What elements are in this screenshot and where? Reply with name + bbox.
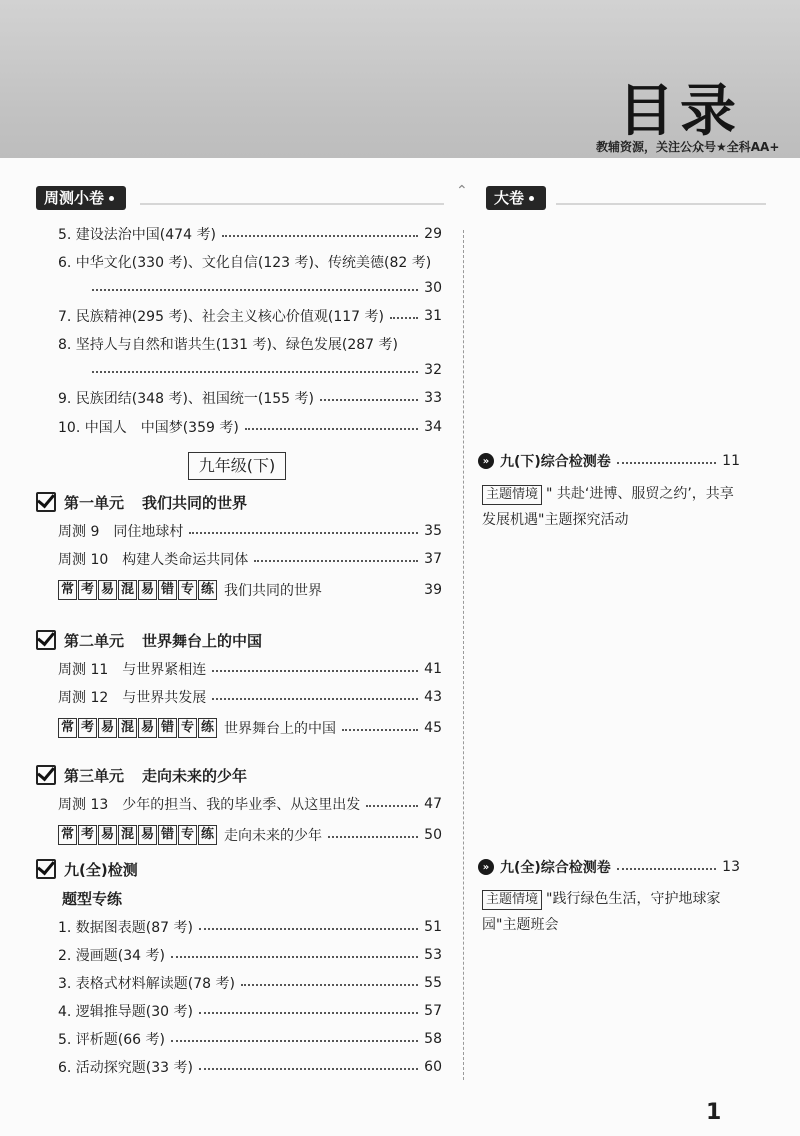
toc-page-number: 45 (424, 720, 442, 736)
toc-page-number: 34 (424, 419, 442, 435)
toc-entry-label: 4. 逻辑推导题(30 考) (58, 1004, 193, 1020)
toc-entry-label: 6. 活动探究题(33 考) (58, 1060, 193, 1076)
toc-entry-label: 6. 中华文化(330 考)、文化自信(123 考)、传统美德(82 考) (58, 255, 432, 271)
drill-char: 考 (78, 718, 97, 738)
check-icon (36, 630, 56, 650)
toc-entry-label: 走向未来的少年 (224, 828, 322, 844)
leader-gap (328, 591, 418, 593)
toc-page-number: 35 (424, 523, 442, 539)
theme-badge: 主题情境 (482, 890, 542, 910)
drill-char: 专 (178, 718, 197, 738)
tag-dot-icon (109, 196, 114, 201)
leader-dots (212, 670, 418, 672)
toc-page-number: 11 (722, 453, 740, 469)
leader-dots (254, 560, 418, 562)
double-arrow-icon: » (478, 859, 494, 875)
toc-entry-label: 周测 11 与世界紧相连 (58, 662, 207, 678)
toc-paper-grade9-second[interactable] (478, 449, 740, 473)
leader-dots (390, 317, 418, 319)
leader-dots (171, 956, 418, 958)
toc-entry-label: 1. 数据图表题(87 考) (58, 920, 193, 936)
drill-char: 考 (78, 580, 97, 600)
toc-page-number: 32 (424, 362, 442, 378)
toc-page-number: 13 (722, 859, 740, 875)
leader-dots (222, 235, 418, 237)
full-test-heading (36, 856, 138, 882)
paper-desc-text: "践行绿色生活，守护地球家园"主题班会 (482, 891, 721, 933)
toc-type-2[interactable] (58, 943, 442, 967)
unit-1-heading (36, 489, 247, 515)
toc-page-number: 53 (424, 947, 442, 963)
toc-entry-label: 世界舞台上的中国 (224, 721, 336, 737)
leader-dots (617, 868, 716, 870)
drill-badge (58, 580, 218, 600)
tag-big-paper (486, 186, 546, 210)
unit-name: 走向未来的少年 (142, 766, 248, 785)
toc-entry-label: 5. 建设法治中国(474 考) (58, 227, 216, 243)
drill-char: 考 (78, 825, 97, 845)
paper-description (482, 481, 744, 533)
leader-dots (241, 984, 418, 986)
toc-entry-label: 3. 表格式材料解读题(78 考) (58, 976, 235, 992)
toc-page-number: 37 (424, 551, 442, 567)
drill-char: 易 (138, 718, 157, 738)
toc-page-number: 57 (424, 1003, 442, 1019)
toc-entry-10[interactable] (58, 415, 442, 439)
drill-char: 常 (58, 580, 77, 600)
full-test-title: 九(全)检测 (64, 860, 138, 879)
drill-char: 混 (118, 825, 137, 845)
drill-char: 错 (158, 580, 177, 600)
paper-title: 九(全)综合检测卷 (500, 860, 611, 876)
toc-page-number: 41 (424, 661, 442, 677)
check-icon (36, 492, 56, 512)
toc-entry-label: 2. 漫画题(34 考) (58, 948, 165, 964)
leader-dots (366, 805, 418, 807)
drill-char: 混 (118, 580, 137, 600)
unit-2-heading (36, 627, 262, 653)
leader-dots (171, 1040, 418, 1042)
drill-char: 错 (158, 825, 177, 845)
tag-big-paper-label: 大卷 (494, 189, 525, 207)
tag-rule (140, 203, 444, 205)
column-divider (463, 230, 464, 1080)
tag-weekly-quiz-label: 周测小卷 (44, 189, 105, 207)
toc-page-number: 60 (424, 1059, 442, 1075)
toc-drill-unit-2[interactable] (58, 716, 442, 740)
leader-dots (199, 928, 418, 930)
unit-number: 第三单元 (64, 766, 125, 785)
theme-badge: 主题情境 (482, 485, 542, 505)
toc-paper-grade9-full[interactable] (478, 855, 740, 879)
toc-entry-6-page[interactable] (58, 276, 442, 300)
toc-type-6[interactable] (58, 1055, 442, 1079)
drill-badge (58, 825, 218, 845)
leader-dots (342, 729, 418, 731)
toc-page-number: 50 (424, 827, 442, 843)
check-icon (36, 765, 56, 785)
drill-char: 练 (198, 580, 217, 600)
unit-number: 第一单元 (64, 493, 125, 512)
toc-week-10[interactable] (58, 547, 442, 571)
toc-page-number: 30 (424, 280, 442, 296)
toc-entry-label: 8. 坚持人与自然和谐共生(131 考)、绿色发展(287 考) (58, 337, 398, 353)
leader-dots (92, 289, 418, 291)
toc-entry-6[interactable] (58, 250, 442, 274)
paper-title: 九(下)综合检测卷 (500, 454, 611, 470)
toc-entry-label: 周测 9 同住地球村 (58, 524, 184, 540)
leader-dots (199, 1012, 418, 1014)
toc-week-13[interactable] (58, 792, 442, 816)
toc-entry-5[interactable] (58, 222, 442, 246)
tag-dot-icon (529, 196, 534, 201)
drill-char: 易 (98, 718, 117, 738)
leader-dots (617, 462, 716, 464)
toc-page-number: 47 (424, 796, 442, 812)
drill-char: 常 (58, 718, 77, 738)
unit-name: 我们共同的世界 (142, 493, 248, 512)
drill-char: 易 (138, 580, 157, 600)
page-title: 目录 (618, 79, 742, 144)
drill-char: 易 (138, 825, 157, 845)
toc-entry-label: 7. 民族精神(295 考)、社会主义核心价值观(117 考) (58, 309, 384, 325)
toc-type-3[interactable] (58, 971, 442, 995)
unit-3-heading (36, 762, 247, 788)
toc-entry-9[interactable] (58, 386, 442, 410)
toc-page-number: 33 (424, 390, 442, 406)
toc-page-number: 55 (424, 975, 442, 991)
drill-char: 错 (158, 718, 177, 738)
grade-label: 九年级(下) (188, 452, 286, 480)
toc-week-12[interactable] (58, 685, 442, 709)
leader-dots (92, 371, 418, 373)
drill-char: 常 (58, 825, 77, 845)
toc-drill-unit-1[interactable] (58, 578, 442, 602)
toc-week-11[interactable] (58, 657, 442, 681)
toc-entry-8-page[interactable] (58, 358, 442, 382)
leader-dots (245, 428, 418, 430)
toc-page-number: 58 (424, 1031, 442, 1047)
toc-entry-label: 5. 评析题(66 考) (58, 1032, 165, 1048)
double-arrow-icon: » (478, 453, 494, 469)
toc-entry-7[interactable] (58, 304, 442, 328)
drill-char: 练 (198, 718, 217, 738)
toc-entry-label: 9. 民族团结(348 考)、祖国统一(155 考) (58, 391, 314, 407)
toc-week-9[interactable] (58, 519, 442, 543)
tag-weekly-quiz (36, 186, 126, 210)
page-number: 1 (706, 1100, 722, 1125)
drill-char: 易 (98, 825, 117, 845)
toc-page-number: 43 (424, 689, 442, 705)
drill-char: 专 (178, 825, 197, 845)
leader-dots (189, 532, 418, 534)
toc-type-4[interactable] (58, 999, 442, 1023)
toc-drill-unit-3[interactable] (58, 823, 442, 847)
watermark-text: 教辅资源，关注公众号★全科AA+ (596, 140, 780, 154)
separator-arrow-icon: ⌃ (456, 183, 468, 199)
toc-entry-8[interactable] (58, 332, 442, 356)
toc-page-number: 39 (424, 582, 442, 598)
check-icon (36, 859, 56, 879)
tag-rule (556, 203, 766, 205)
section-label: 题型专练 (62, 890, 123, 908)
toc-entry-label: 周测 10 构建人类命运共同体 (58, 552, 249, 568)
drill-char: 练 (198, 825, 217, 845)
toc-type-1[interactable] (58, 915, 442, 939)
leader-dots (328, 836, 418, 838)
drill-char: 易 (98, 580, 117, 600)
toc-page-number: 31 (424, 308, 442, 324)
leader-dots (199, 1068, 418, 1070)
unit-name: 世界舞台上的中国 (142, 631, 263, 650)
drill-badge (58, 718, 218, 738)
toc-entry-label: 我们共同的世界 (224, 583, 322, 599)
toc-page-number: 29 (424, 226, 442, 242)
leader-dots (320, 399, 418, 401)
toc-entry-label: 周测 13 少年的担当、我的毕业季、从这里出发 (58, 797, 361, 813)
toc-page-number: 51 (424, 919, 442, 935)
toc-type-5[interactable] (58, 1027, 442, 1051)
paper-description (482, 886, 744, 938)
toc-entry-label: 10. 中国人 中国梦(359 考) (58, 420, 239, 436)
paper-desc-text: " 共赴‘进博、服贸之约’，共享发展机遇"主题探究活动 (482, 486, 734, 528)
unit-number: 第二单元 (64, 631, 125, 650)
toc-entry-label: 周测 12 与世界共发展 (58, 690, 207, 706)
drill-char: 专 (178, 580, 197, 600)
drill-char: 混 (118, 718, 137, 738)
leader-dots (212, 698, 418, 700)
